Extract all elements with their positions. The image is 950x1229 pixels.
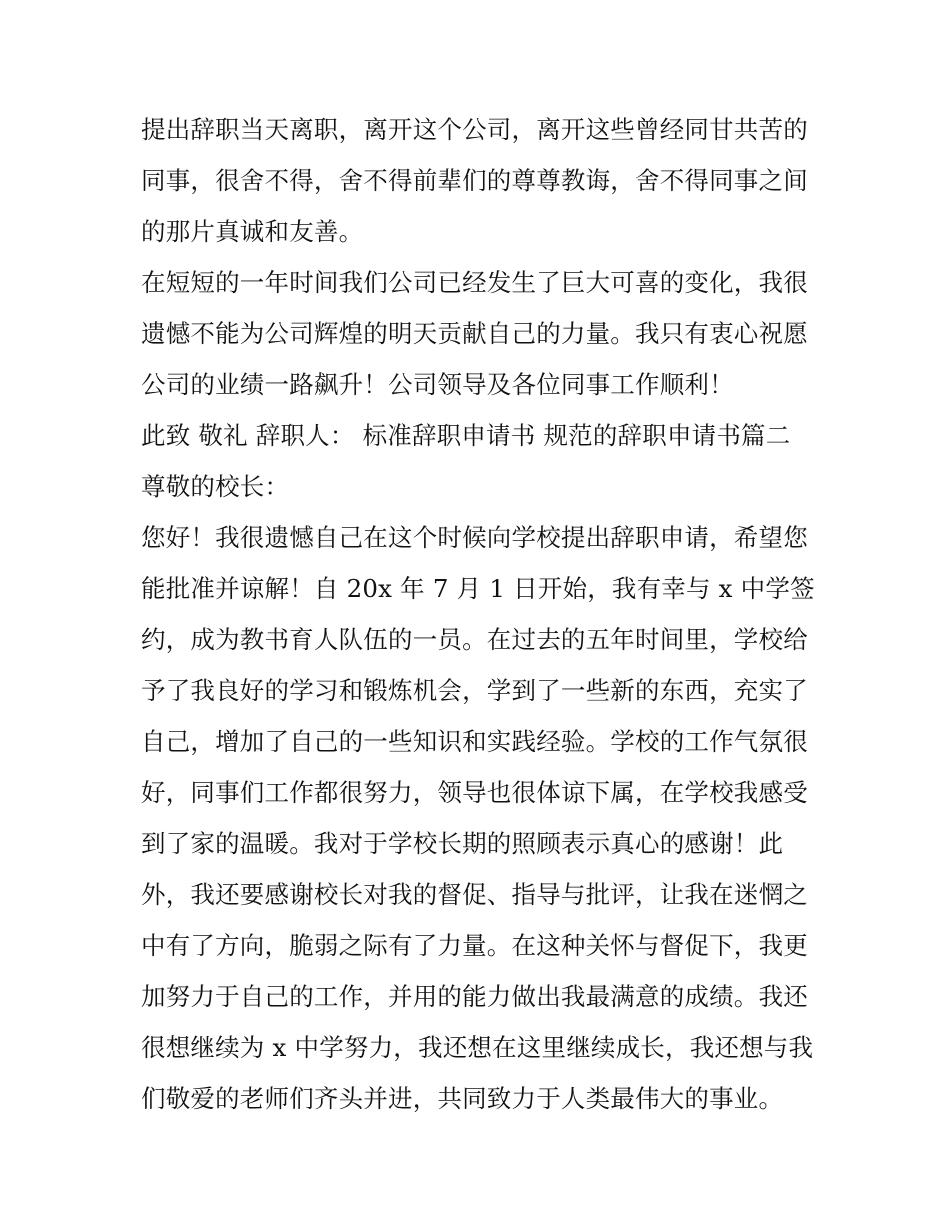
text-line: 外，我还要感谢校长对我的督促、指导与批评，让我在迷惘之 xyxy=(141,880,808,909)
text-line: 自己，增加了自己的一些知识和实践经验。学校的工作气氛很 xyxy=(141,727,808,756)
document-body xyxy=(141,104,821,1124)
text-line: 予了我良好的学习和锻炼机会，学到了一些新的东西，充实了 xyxy=(141,676,808,705)
text-line: 很想继续为 x 中学努力，我还想在这里继续成长，我还想与我 xyxy=(141,1033,814,1062)
text-line: 同事，很舍不得，舍不得前辈们的尊尊教诲，舍不得同事之间 xyxy=(141,166,808,195)
text-line: 中有了方向，脆弱之际有了力量。在这种关怀与督促下，我更 xyxy=(141,931,808,960)
text-line: 好，同事们工作都很努力，领导也很体谅下属，在学校我感受 xyxy=(141,778,808,807)
text-line: 遗憾不能为公司辉煌的明天贡献自己的力量。我只有衷心祝愿 xyxy=(141,319,808,348)
text-line: 尊敬的校长： xyxy=(141,472,290,501)
text-line: 到了家的温暖。我对于学校长期的照顾表示真心的感谢！此 xyxy=(141,829,784,858)
text-line: 此致 敬礼 辞职人： 标准辞职申请书 规范的辞职申请书篇二 xyxy=(141,421,791,450)
text-line: 能批准并谅解！自 20x 年 7 月 1 日开始，我有幸与 x 中学签 xyxy=(141,574,815,603)
text-line: 加努力于自己的工作，并用的能力做出我最满意的成绩。我还 xyxy=(141,982,808,1011)
text-line: 提出辞职当天离职，离开这个公司，离开这些曾经同甘共苦的 xyxy=(141,115,808,144)
text-line: 您好！我很遗憾自己在这个时候向学校提出辞职申请，希望您 xyxy=(141,523,808,552)
text-line: 在短短的一年时间我们公司已经发生了巨大可喜的变化，我很 xyxy=(141,268,808,297)
text-line: 约，成为教书育人队伍的一员。在过去的五年时间里，学校给 xyxy=(141,625,808,654)
text-line: 们敬爱的老师们齐头并进，共同致力于人类最伟大的事业。 xyxy=(141,1084,784,1113)
text-line: 公司的业绩一路飙升！公司领导及各位同事工作顺利！ xyxy=(141,370,734,399)
text-line: 的那片真诚和友善。 xyxy=(141,217,364,246)
